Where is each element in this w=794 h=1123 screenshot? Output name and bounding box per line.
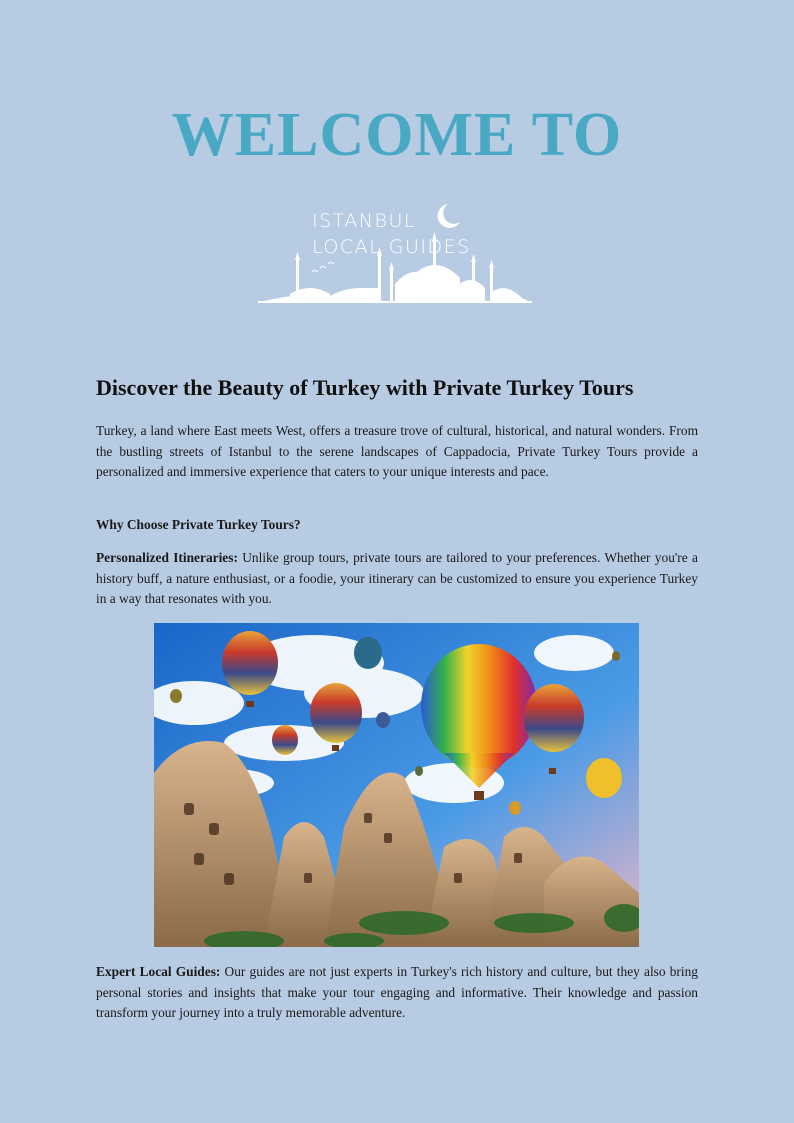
- personalized-label: Personalized Itineraries:: [96, 550, 238, 565]
- personalized-text: Unlike group tours, private tours are tailored to your preferences. Whether you're a history buff, a nature enthusiast, or a foodie, your itinerary can be customized to ensure you experience Turkey in a way that resonates with you.: [96, 550, 698, 606]
- logo-line-2: LOCAL GUIDES: [312, 236, 471, 258]
- guides-text: Our guides are not just experts in Turkey's rich history and culture, but they also bring personal stories and insights that make your tour engaging and informative. Their knowledge and passion transform your journey into a truly memorable adventure.: [96, 964, 698, 1020]
- intro-paragraph: Turkey, a land where East meets West, offers a treasure trove of cultural, historical, and natural wonders. From the bustling streets of Istanbul to the serene landscapes of Cappadocia, Private Turkey Tours provide a personalized and immersive experience that caters to your unique interests and pace.: [96, 423, 698, 479]
- welcome-title: WELCOME TO: [171, 101, 623, 169]
- logo-line-1: ISTANBUL: [312, 210, 416, 232]
- istanbul-local-guides-logo: [250, 198, 540, 308]
- personalized-itineraries-paragraph: [96, 548, 698, 610]
- guides-label: Expert Local Guides:: [96, 964, 221, 979]
- expert-guides-paragraph: [96, 962, 698, 1024]
- why-choose-heading: Why Choose Private Turkey Tours?: [96, 517, 301, 532]
- cappadocia-balloons-photo: [154, 623, 639, 947]
- page-heading: Discover the Beauty of Turkey with Private Turkey Tours: [96, 375, 634, 400]
